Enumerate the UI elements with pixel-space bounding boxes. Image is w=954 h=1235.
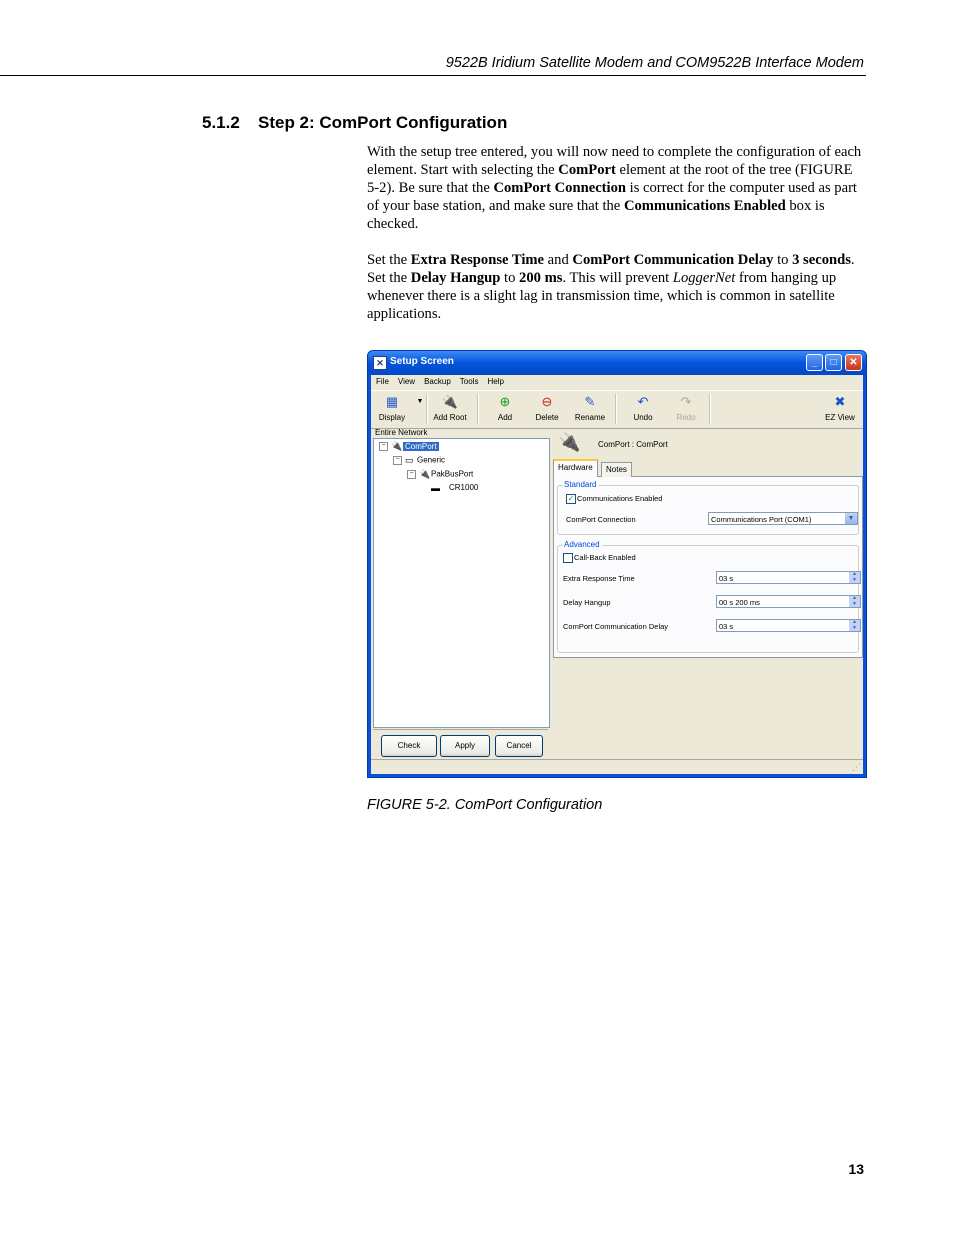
menu-backup[interactable]: Backup — [424, 377, 451, 386]
button-row — [373, 729, 548, 762]
page-number: 13 — [848, 1161, 864, 1177]
p2-bold: Extra Response Time — [410, 252, 545, 268]
menu-tools[interactable]: Tools — [459, 377, 479, 386]
pakbus-port-icon: 🔌 — [419, 469, 431, 479]
toolbar-separator — [615, 394, 617, 424]
device-title: ComPort : ComPort — [598, 440, 668, 449]
add-root-button[interactable] — [431, 393, 469, 422]
ez-view-label: EZ View — [825, 413, 855, 422]
spinner-arrows-icon[interactable]: ▲ ▼ — [849, 596, 860, 607]
delay-hangup-label: Delay Hangup — [563, 598, 611, 607]
undo-icon: ↶ — [637, 394, 649, 409]
tree-label: ComPort — [405, 441, 437, 451]
toolbar-separator — [477, 394, 479, 424]
figure-caption: FIGURE 5-2. ComPort Configuration — [367, 797, 603, 813]
display-label: Display — [378, 413, 406, 422]
p2-bold: 3 seconds — [792, 252, 851, 268]
standard-legend: Standard — [564, 480, 597, 489]
extra-response-input[interactable] — [716, 571, 861, 584]
delay-hangup-value: 00 s 200 ms — [719, 598, 760, 607]
device-header — [552, 428, 863, 460]
advanced-legend: Advanced — [564, 540, 600, 549]
display-button[interactable] — [377, 393, 407, 422]
p1-text: is correct for the computer used as part of your base station, and make sure that the — [367, 180, 857, 214]
tree-header: Entire Network — [375, 428, 428, 437]
add-root-label: Add Root — [433, 413, 467, 422]
comm-enabled-label: Communications Enabled — [577, 494, 663, 503]
p2-italic-loggernet: LoggerNet — [672, 270, 736, 286]
redo-icon: ↷ — [680, 394, 692, 409]
modem-icon: ▭ — [405, 455, 414, 465]
paragraph-2 — [367, 251, 867, 323]
section-heading — [202, 113, 507, 133]
menu-file[interactable]: File — [376, 377, 389, 386]
collapse-icon[interactable]: − — [407, 470, 416, 479]
tree-node-comport[interactable] — [379, 441, 439, 452]
collapse-icon[interactable]: − — [379, 442, 388, 451]
comm-enabled-checkbox[interactable]: ✓ — [567, 494, 575, 504]
menu-help[interactable]: Help — [487, 377, 504, 386]
comport-icon: 🔌 — [558, 432, 581, 452]
check-button[interactable]: Check — [381, 735, 437, 757]
app-icon: ✕ — [373, 356, 387, 370]
p2-text: . This will prevent — [562, 270, 673, 286]
ez-view-button[interactable] — [823, 393, 857, 422]
delete-label: Delete — [535, 413, 559, 422]
standard-group — [557, 480, 859, 535]
resize-grip-icon[interactable]: ⋰ — [852, 763, 861, 773]
extra-response-value: 03 s — [719, 574, 734, 583]
menu-bar — [371, 375, 863, 389]
connection-label: ComPort Connection — [566, 515, 636, 524]
delay-hangup-input[interactable] — [716, 595, 861, 608]
title-bar[interactable] — [368, 351, 866, 375]
advanced-group — [557, 540, 859, 653]
undo-label: Undo — [633, 413, 653, 422]
header-rule — [0, 75, 866, 76]
p1-text: box is checked. — [367, 198, 825, 232]
spinner-arrows-icon[interactable]: ▲ ▼ — [849, 620, 860, 631]
window-title: Setup Screen — [390, 356, 454, 367]
maximize-button[interactable]: □ — [825, 354, 842, 371]
tree-node-pakbusport[interactable] — [407, 469, 473, 480]
add-button[interactable] — [491, 393, 519, 422]
toolbar-separator — [709, 394, 711, 424]
delete-icon: ⊖ — [541, 394, 553, 409]
chevron-down-icon[interactable]: ▼ — [845, 513, 857, 524]
status-bar — [371, 759, 863, 774]
tree-node-cr1000[interactable] — [431, 483, 478, 493]
comm-delay-input[interactable] — [716, 619, 861, 632]
add-label: Add — [497, 413, 513, 422]
p2-bold: 200 ms — [519, 270, 563, 286]
running-header: 9522B Iridium Satellite Modem and COM9522B Interface Modem — [445, 55, 864, 71]
hardware-tab-body — [553, 477, 863, 658]
collapse-icon[interactable]: − — [393, 456, 402, 465]
p2-text: and — [544, 252, 573, 268]
section-title: Step 2: ComPort Configuration — [258, 113, 508, 132]
callback-checkbox[interactable] — [563, 553, 573, 563]
extra-response-label: Extra Response Time — [563, 574, 635, 583]
apply-button[interactable]: Apply — [440, 735, 490, 757]
paragraph-1 — [367, 143, 867, 233]
cancel-button[interactable]: Cancel — [495, 735, 543, 757]
setup-screen-window — [367, 350, 867, 778]
rename-label: Rename — [574, 413, 606, 422]
callback-row — [563, 553, 636, 563]
comport-icon: 🔌 — [391, 441, 403, 451]
p2-text: to — [500, 270, 520, 286]
add-icon: ⊕ — [499, 394, 511, 409]
close-button[interactable]: ✕ — [845, 354, 862, 371]
rename-button[interactable] — [574, 393, 606, 422]
connection-select[interactable] — [708, 512, 858, 525]
ez-view-icon: ✖ — [834, 394, 846, 409]
tab-hardware[interactable]: Hardware — [553, 459, 598, 477]
datalogger-icon: ▬ — [431, 483, 440, 493]
p2-text: to — [773, 252, 793, 268]
tree-label: CR1000 — [449, 483, 479, 493]
p1-bold-comport: ComPort — [558, 162, 616, 178]
p1-bold-connection: ComPort Connection — [493, 180, 626, 196]
display-dropdown-arrow[interactable] — [411, 393, 424, 413]
tree-node-generic[interactable] — [393, 455, 445, 466]
network-tree[interactable] — [373, 438, 550, 728]
p2-bold: ComPort Communication Delay — [572, 252, 774, 268]
p1-text: element at the root of the tree (FIGURE 5-2). Be sure that the — [367, 162, 853, 196]
comm-delay-value: 03 s — [719, 622, 734, 631]
p2-text: . Set the — [367, 252, 855, 286]
section-number: 5.1.2 — [202, 113, 240, 132]
window-client — [371, 375, 863, 774]
p2-text: Set the — [367, 252, 411, 268]
p2-text: from hanging up whenever there is a slight lag in transmission time, which is common in satellite applications. — [367, 270, 837, 322]
p2-bold: Delay Hangup — [410, 270, 501, 286]
undo-button[interactable] — [629, 393, 657, 422]
redo-label: Redo — [676, 413, 696, 422]
comm-enabled-row — [566, 494, 662, 504]
toolbar — [371, 390, 863, 429]
tab-strip — [553, 460, 863, 477]
comm-delay-label: ComPort Communication Delay — [563, 622, 669, 631]
tree-label: PakBusPort — [431, 469, 474, 479]
toolbar-separator — [426, 394, 428, 424]
menu-view[interactable]: View — [397, 377, 416, 386]
network-pane — [371, 428, 550, 775]
spinner-arrows-icon[interactable]: ▲ ▼ — [849, 572, 860, 583]
connection-value: Communications Port (COM1) — [711, 515, 812, 524]
settings-pane — [552, 428, 863, 775]
delete-button[interactable] — [532, 393, 562, 422]
p1-bold-enabled: Communications Enabled — [623, 198, 786, 214]
dropdown-arrow-icon: ▼ — [416, 398, 424, 405]
callback-label: Call-Back Enabled — [574, 553, 636, 562]
display-grid-icon: ▦ — [385, 394, 399, 409]
redo-button[interactable] — [673, 393, 699, 422]
rename-icon: ✎ — [584, 394, 596, 409]
p1-text: With the setup tree entered, you will now need to complete the configuration of each element. Start with selecting the — [367, 144, 862, 178]
tab-notes[interactable]: Notes — [601, 462, 632, 477]
minimize-button[interactable]: _ — [806, 354, 823, 371]
add-root-icon: 🔌 — [441, 394, 459, 409]
tree-label: Generic — [417, 455, 446, 465]
